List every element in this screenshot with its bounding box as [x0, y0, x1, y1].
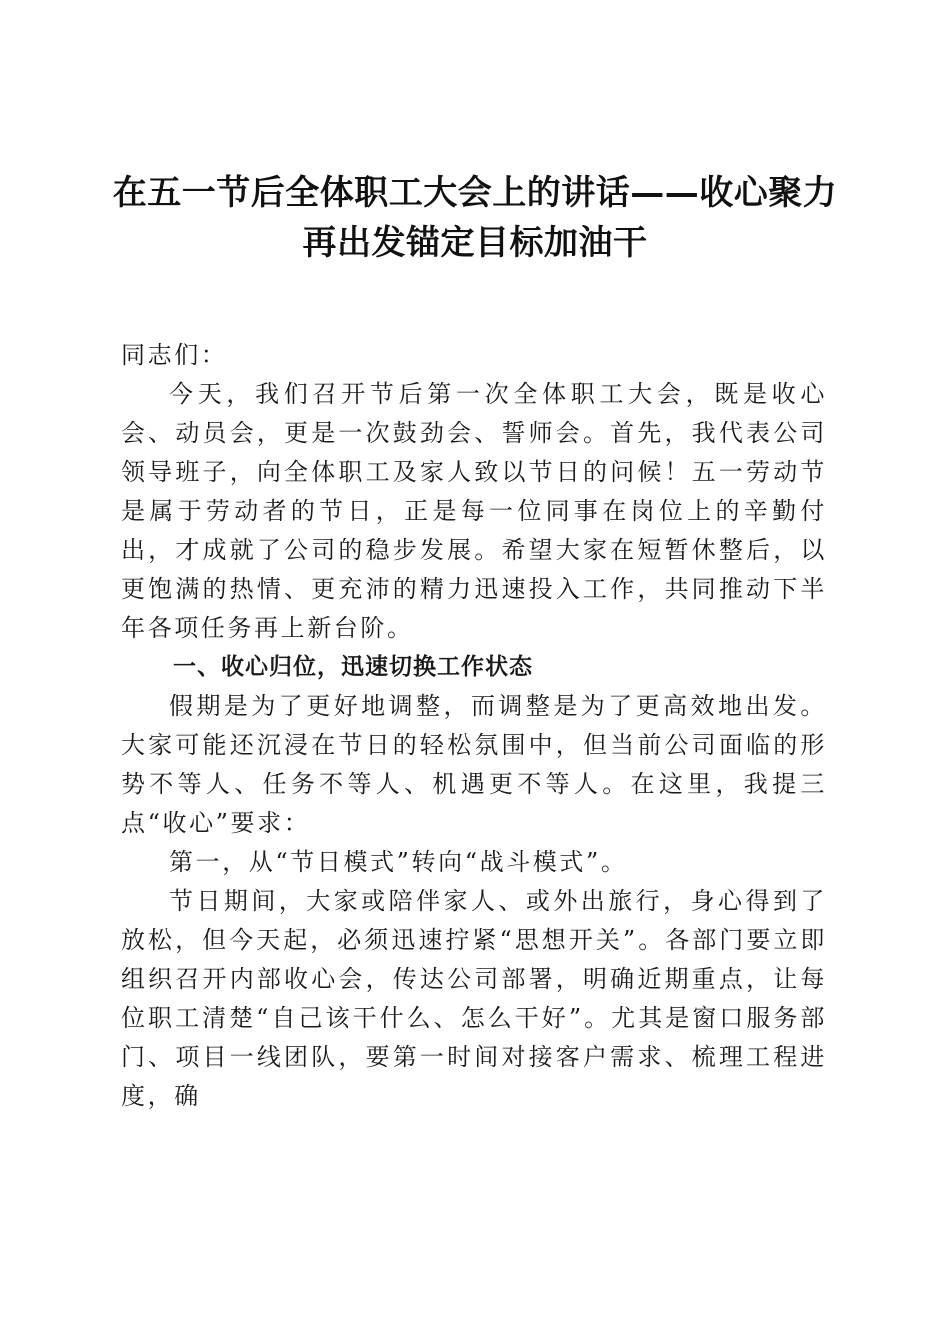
paragraph-details: 节日期间，大家或陪伴家人、或外出旅行，身心得到了放松，但今天起，必须迅速拧紧“思想开关”。各部门要立即组织召开内部收心会，传达公司部署，明确近期重点，让每位职工清楚“自己该干什么、怎么干好”。尤其是窗口服务部门、项目一线团队，要第一时间对接客户需求、梳理工程进度，确 [121, 887, 827, 1110]
paragraph-holiday: 假期是为了更好地调整，而调整是为了更高效地出发。大家可能还沉浸在节日的轻松氛围中，但当前公司面临的形势不等人、任务不等人、机遇更不等人。在这里，我提三点“收心”要求： [121, 692, 827, 837]
paragraph-point-one: 第一，从“节日模式”转向“战斗模式”。 [169, 848, 628, 876]
document-title: 在五一节后全体职工大会上的讲话——收心聚力再出发锚定目标加油干 [112, 173, 838, 263]
document-body [121, 336, 827, 1116]
salutation: 同志们： [121, 341, 228, 369]
paragraph-intro: 今天，我们召开节后第一次全体职工大会，既是收心会、动员会，更是一次鼓劲会、誓师会。首先，我代表公司领导班子，向全体职工及家人致以节日的问候！五一劳动节是属于劳动者的节日，正是每一位同事在岗位上的辛勤付出，才成就了公司的稳步发展。希望大家在短暂休整后，以更饱满的热情、更充沛的精力迅速投入工作，共同推动下半年各项任务再上新台阶。 [121, 380, 827, 642]
section-heading: 一、收心归位，迅速切换工作状态 [173, 654, 533, 680]
